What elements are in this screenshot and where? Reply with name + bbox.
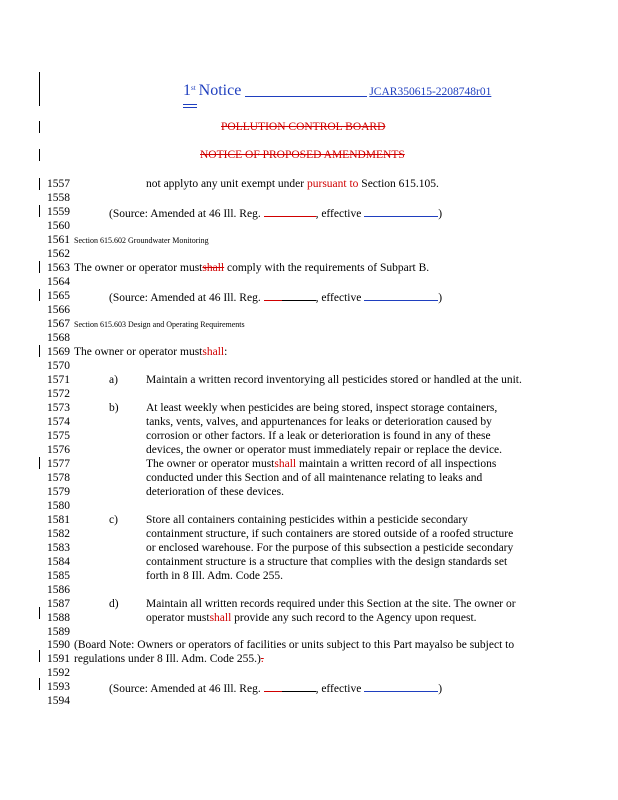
line-number: 1574 (47, 416, 70, 428)
change-bar (39, 607, 40, 619)
change-bar (39, 178, 40, 190)
blank-field (282, 289, 316, 301)
change-bar (39, 650, 40, 662)
text-run: , effective (315, 208, 365, 220)
line-number: 1569 (47, 346, 70, 358)
deleted-text: . (260, 653, 264, 665)
line-text (146, 457, 496, 471)
text-run: ) (438, 683, 443, 695)
notice-underline (183, 107, 197, 108)
text-run: not apply (146, 178, 190, 190)
line-number: 1586 (47, 584, 70, 596)
line-number: 1565 (47, 290, 70, 302)
line-number: 1561 (47, 234, 70, 246)
line-number: 1588 (47, 612, 70, 624)
change-bar (39, 149, 40, 161)
line-text: devices, the owner or operator must immediately repair or replace the device. (146, 444, 503, 456)
blank-field (364, 289, 438, 301)
line-text: corrosion or other factors. If a leak or deterioration is found in any of these (146, 430, 491, 442)
blank-field (264, 289, 282, 301)
line-number: 1594 (47, 695, 70, 707)
text-run: to any unit exempt under (189, 178, 307, 190)
line-number: 1585 (47, 570, 70, 582)
change-bar (39, 205, 40, 217)
line-number: 1573 (47, 402, 70, 414)
line-number: 1577 (47, 458, 70, 470)
line-number: 1576 (47, 444, 70, 456)
line-number: 1589 (47, 626, 70, 638)
line-number: 1592 (47, 667, 70, 679)
text-run: provide any such record to the Agency upon request. (231, 612, 477, 624)
text-run: The owner or operator must (74, 346, 203, 358)
blank-field (264, 205, 316, 217)
blank-field (282, 680, 316, 692)
source-note (109, 289, 442, 305)
line-number: 1578 (47, 472, 70, 484)
line-number: 1582 (47, 528, 70, 540)
notice-title: Notice (198, 82, 242, 99)
text-run: , effective (315, 683, 365, 695)
item-label: a) (109, 374, 118, 386)
line-number: 1575 (47, 430, 70, 442)
line-number: 1566 (47, 304, 70, 316)
text-run: maintain a written record of all inspections (296, 458, 497, 470)
line-number: 1571 (47, 374, 70, 386)
change-bar (39, 457, 40, 469)
source-note (109, 205, 442, 221)
text-run: , effective (315, 292, 365, 304)
line-number: 1557 (47, 178, 70, 190)
change-bar (39, 289, 40, 301)
board-heading: POLLUTION CONTROL BOARD (221, 121, 386, 133)
line-number: 1564 (47, 276, 70, 288)
line-number: 1568 (47, 332, 70, 344)
notice-type-heading: NOTICE OF PROPOSED AMENDMENTS (200, 149, 405, 161)
item-label: b) (109, 402, 119, 414)
text-run: Section 615.105. (358, 178, 439, 190)
text-run: (Board Note: Owners or operators of facilities or units subject to this Part may (74, 639, 435, 651)
blank-field (264, 680, 282, 692)
line-number: 1570 (47, 360, 70, 372)
text-run: (Source: Amended at 46 Ill. Reg. (109, 683, 264, 695)
board-note (74, 638, 514, 652)
text-run: (Source: Amended at 46 Ill. Reg. (109, 208, 264, 220)
line-text: tanks, vents, valves, and appurtenances for leaks or deterioration caused by (146, 416, 492, 428)
notice-superscript: st (191, 84, 196, 93)
line-text (146, 177, 439, 191)
item-label: c) (109, 514, 118, 526)
line-text: deterioration of these devices. (146, 486, 284, 498)
line-number: 1562 (47, 248, 70, 260)
inserted-text: shall (202, 346, 225, 358)
line-number: 1559 (47, 206, 70, 218)
line-text: Store all containers containing pesticides within a pesticide secondary (146, 514, 468, 526)
blank-field (364, 205, 438, 217)
line-text: containment structure, if such containers are stored outside of a roofed structure (146, 528, 514, 540)
doc-id: JCAR350615-2208748r01 (369, 86, 492, 98)
line-number: 1567 (47, 318, 70, 330)
line-number: 1563 (47, 262, 70, 274)
notice-underline (183, 104, 197, 105)
source-note (109, 680, 442, 696)
section-heading: Section 615.603 Design and Operating Requirements (74, 320, 245, 329)
text-run: operator must (146, 612, 210, 624)
line-text: conducted under this Section and of all maintenance relating to leaks and (146, 472, 483, 484)
line-text: At least weekly when pesticides are being stored, inspect storage containers, (146, 402, 498, 414)
notice-rule-line (245, 82, 367, 97)
text-run: regulations under 8 Ill. Adm. Code 255.) (74, 653, 261, 665)
section-heading: Section 615.602 Groundwater Monitoring (74, 236, 209, 245)
line-number: 1587 (47, 598, 70, 610)
inserted-text: pursuant to (306, 178, 359, 190)
line-number: 1579 (47, 486, 70, 498)
line-text (146, 611, 477, 625)
line-text (74, 261, 429, 275)
line-number: 1558 (47, 192, 70, 204)
deleted-text: shall (202, 262, 225, 274)
line-text: Maintain all written records required under this Section at the site. The owner or (146, 598, 516, 610)
blank-field (364, 680, 438, 692)
notice-header (183, 82, 491, 100)
line-number: 1580 (47, 500, 70, 512)
inserted-text: shall (209, 612, 232, 624)
line-text: forth in 8 Ill. Adm. Code 255. (146, 570, 284, 582)
line-number: 1583 (47, 542, 70, 554)
line-text: containment structure is a structure that complies with the design standards set (146, 556, 508, 568)
notice-number: 1 (183, 82, 191, 99)
change-bar (39, 345, 40, 357)
line-number: 1591 (47, 653, 70, 665)
text-run: comply with the requirements of Subpart B. (224, 262, 430, 274)
text-run: : (224, 346, 228, 358)
line-number: 1584 (47, 556, 70, 568)
text-run: also be subject to (434, 639, 515, 651)
change-bar (39, 72, 40, 106)
item-label: d) (109, 598, 119, 610)
change-bar (39, 261, 40, 273)
text-run: The owner or operator must (146, 458, 275, 470)
text-run: The owner or operator must (74, 262, 203, 274)
inserted-text: shall (274, 458, 297, 470)
line-text: Maintain a written record inventorying all pesticides stored or handled at the unit. (146, 374, 522, 386)
text-run: (Source: Amended at 46 Ill. Reg. (109, 292, 264, 304)
board-note (74, 652, 264, 666)
line-number: 1581 (47, 514, 70, 526)
change-bar (39, 678, 40, 690)
line-number: 1560 (47, 220, 70, 232)
change-bar (39, 121, 40, 133)
line-text: or enclosed warehouse. For the purpose of this subsection a pesticide secondary (146, 542, 514, 554)
line-number: 1572 (47, 388, 70, 400)
text-run: ) (438, 208, 443, 220)
line-number: 1590 (47, 639, 70, 651)
line-text (74, 345, 227, 359)
text-run: ) (438, 292, 443, 304)
line-number: 1593 (47, 681, 70, 693)
